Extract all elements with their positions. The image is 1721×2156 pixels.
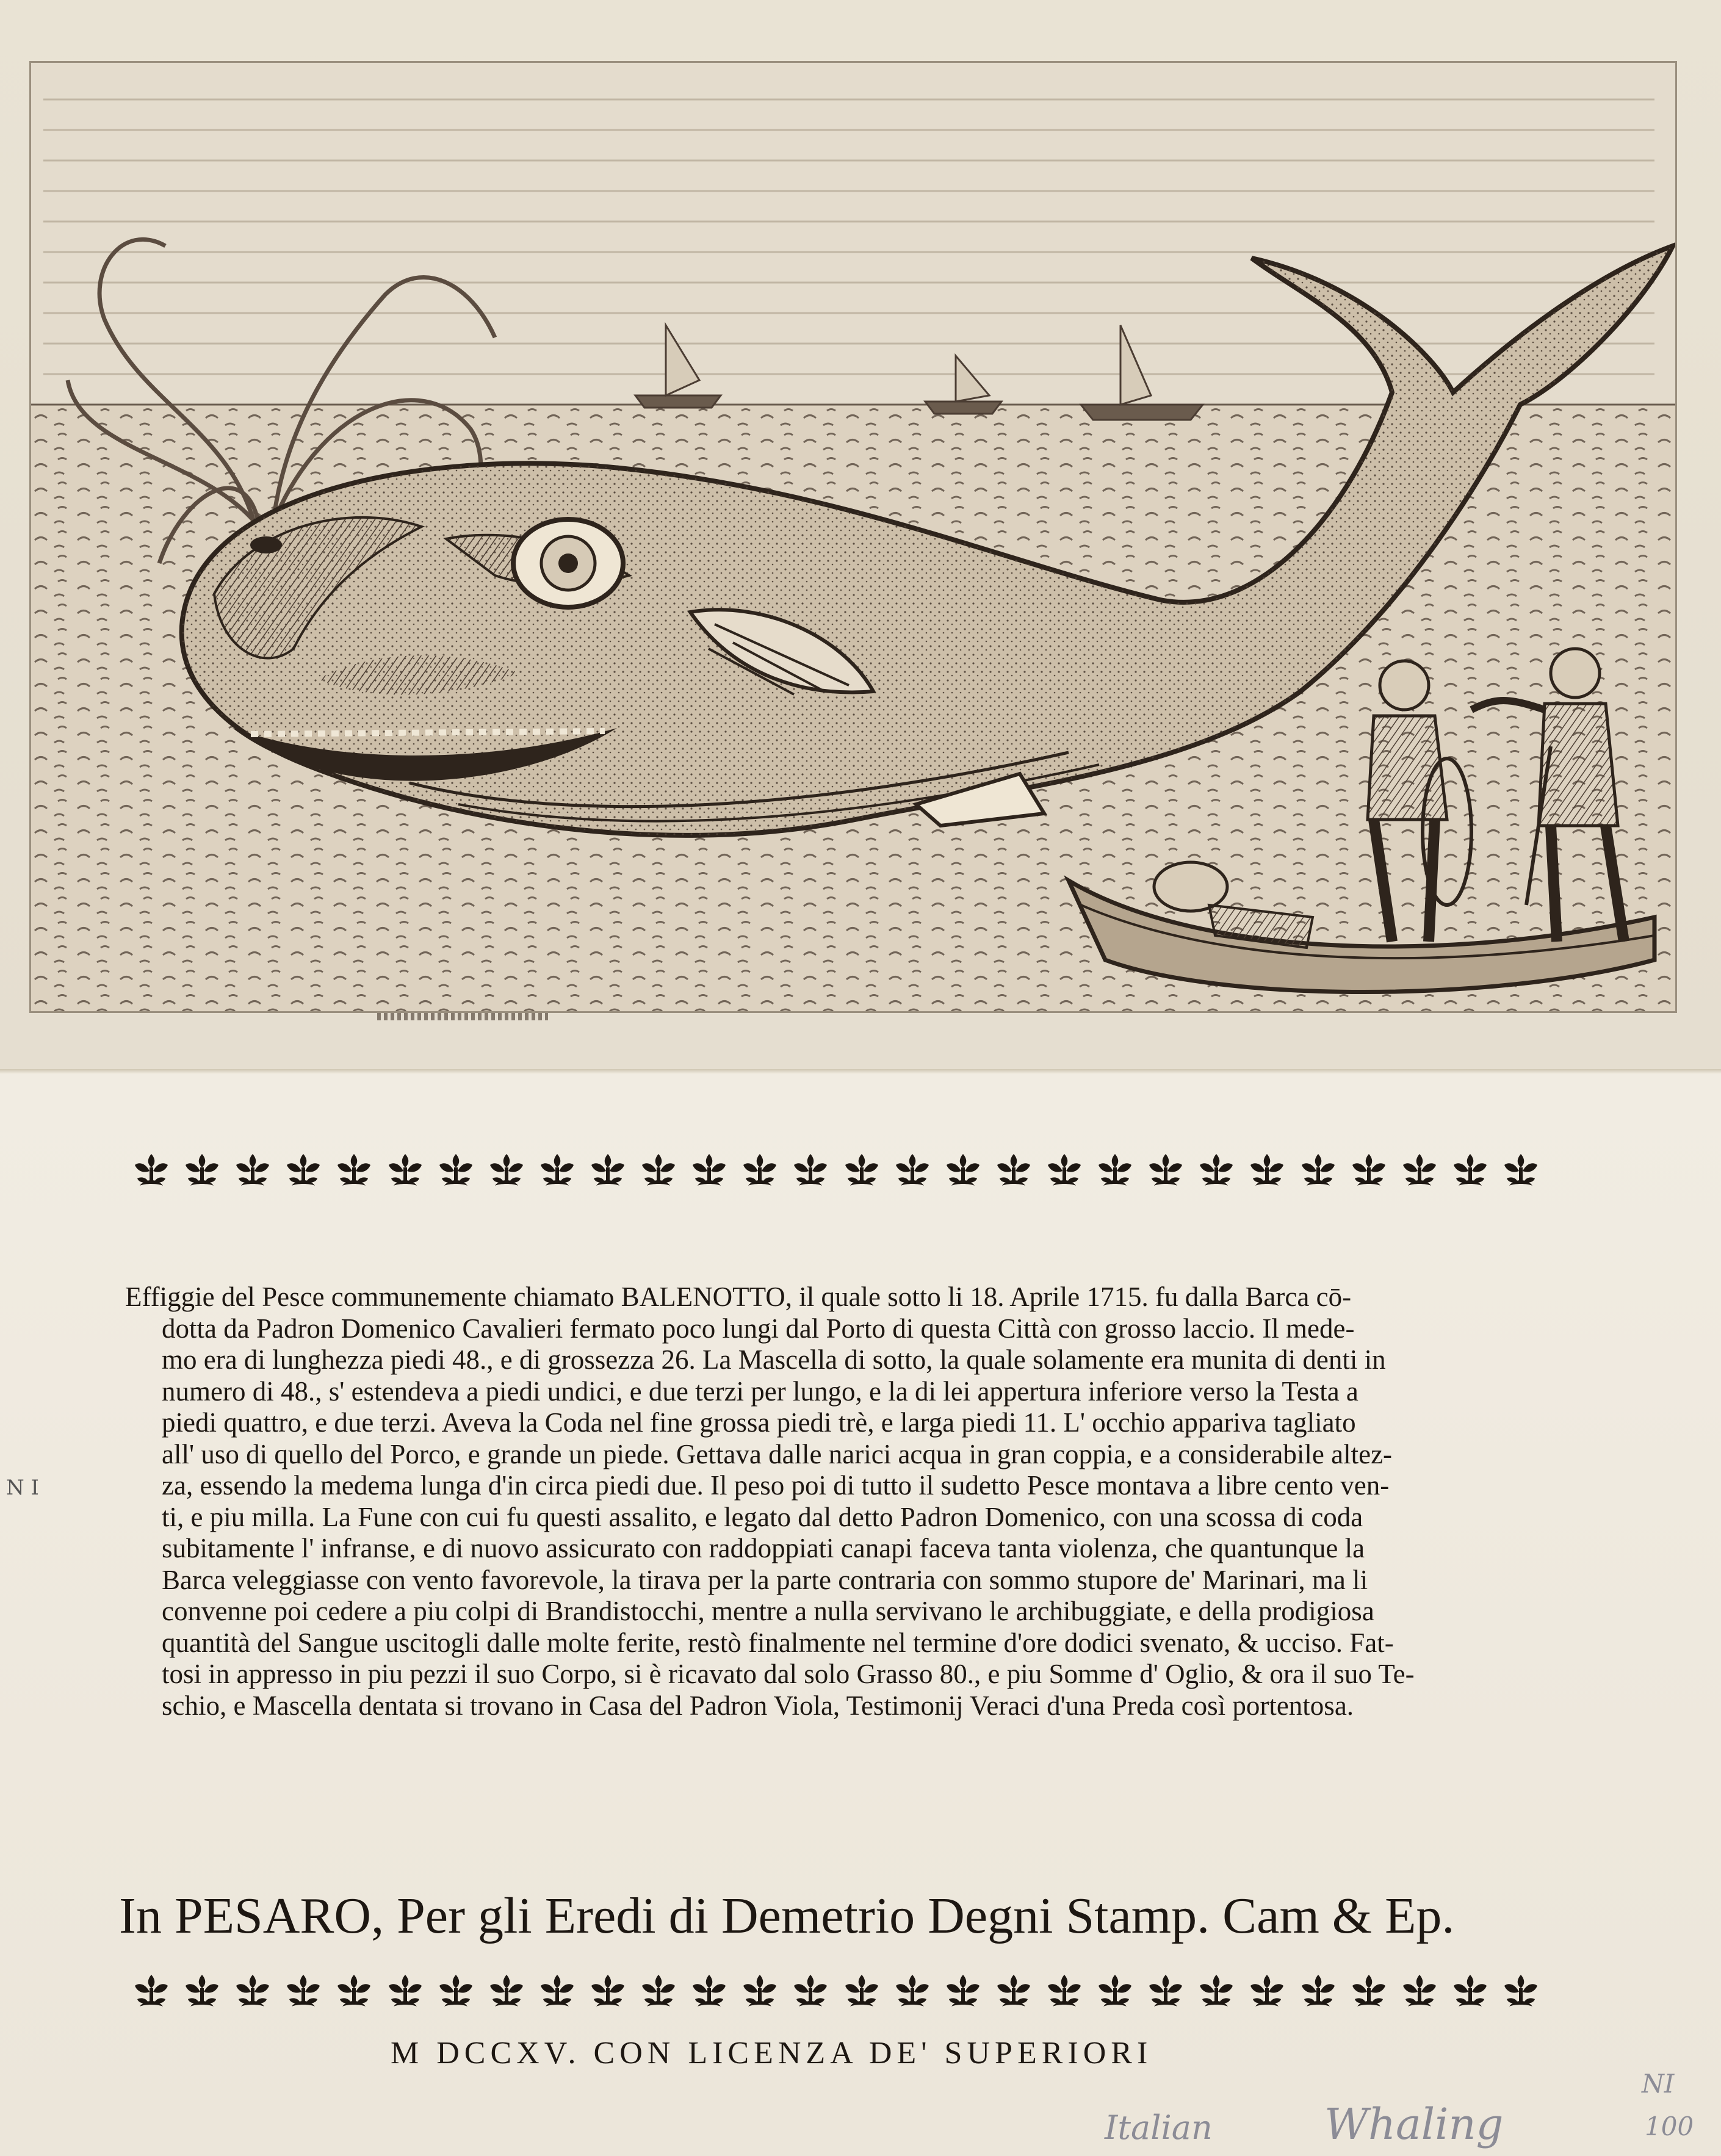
corner-note-top: NI [1642,2069,1675,2099]
fleuron-ornament-icon [385,1150,425,1193]
fleuron-ornament-icon [740,1971,780,2014]
text-line: ti, e piu milla. La Fune con cui fu questi assalito, e legato dal detto Padron Domenico, con una scossa di coda [162,1501,1363,1532]
fleuron-ornament-icon [233,1150,273,1193]
fleuron-ornament-icon [1095,1150,1135,1193]
text-line: Barca veleggiasse con vento favorevole, la tirava per la parte contraria con sommo stupore de' Marinari, ma li [162,1564,1368,1595]
fleuron-ornament-icon [994,1971,1034,2014]
fleuron-ornament-icon [1450,1150,1490,1193]
fleuron-ornament-icon [1501,1150,1541,1193]
fleuron-ornament-icon [486,1150,527,1193]
fleuron-ornament-icon [588,1971,628,2014]
fleuron-ornament-icon [689,1150,729,1193]
ornament-row-bottom [131,1968,1541,2017]
sheet-fold [0,1069,1721,1074]
fleuron-ornament-icon [943,1150,983,1193]
text-line: tosi in appresso in piu pezzi il suo Corpo, si è ricavato dal solo Grasso 80., e piu Somme d' Oglio, & ora il suo Te- [162,1659,1415,1689]
fleuron-ornament-icon [1247,1150,1287,1193]
fleuron-ornament-icon [1298,1150,1338,1193]
pencil-note-whaling: Whaling [1324,2099,1504,2149]
sky [31,63,1675,405]
fleuron-ornament-icon [1450,1971,1490,2014]
fleuron-ornament-icon [131,1150,171,1193]
fleuron-ornament-icon [1044,1150,1084,1193]
fleuron-ornament-icon [1095,1971,1135,2014]
fleuron-ornament-icon [1399,1150,1440,1193]
fleuron-ornament-icon [638,1150,679,1193]
text-line: za, essendo la medema lunga d'in circa piedi due. Il peso poi di tutto il sudetto Pesce montava a libre cento ven- [162,1470,1390,1501]
text-line: Effiggie del Pesce communemente chiamato BALENOTTO, il quale sotto li 18. Aprile 1715. fu dalla Barca cō- [125,1282,1352,1312]
whale-engraving-plate [29,61,1677,1013]
fleuron-ornament-icon [892,1150,933,1193]
fleuron-ornament-icon [943,1971,983,2014]
fleuron-ornament-icon [842,1150,882,1193]
text-line: mo era di lunghezza piedi 48., e di grossezza 26. La Mascella di sotto, la quale solamente era munita di denti in [162,1344,1386,1375]
fleuron-ornament-icon [537,1150,577,1193]
fleuron-ornament-icon [334,1971,374,2014]
text-line: piedi quattro, e due terzi. Aveva la Coda nel fine grossa piedi trè, e larga piedi 11. L' occhio appariva tagliato [162,1407,1356,1438]
fleuron-ornament-icon [182,1971,222,2014]
fleuron-ornament-icon [233,1971,273,2014]
plate-mark [377,1013,548,1020]
fleuron-ornament-icon [436,1150,476,1193]
text-line: quantità del Sangue uscitogli dalle molte ferite, restò finalmente nel termine d'ore dodici svenato, & ucciso. Fat- [162,1627,1394,1658]
fleuron-ornament-icon [283,1150,323,1193]
license-line: M DCCXV. CON LICENZA DE' SUPERIORI [391,2036,1153,2071]
fleuron-ornament-icon [283,1971,323,2014]
fleuron-ornament-icon [1349,1150,1389,1193]
fleuron-ornament-icon [537,1971,577,2014]
fleuron-ornament-icon [1399,1971,1440,2014]
fleuron-ornament-icon [994,1150,1034,1193]
fleuron-ornament-icon [588,1150,628,1193]
text-line: all' uso di quello del Porco, e grande un piede. Gettava dalle narici acqua in gran coppia, e a considerabile altez- [162,1438,1393,1469]
broadside-text [125,1282,1565,1722]
fleuron-ornament-icon [1247,1971,1287,2014]
fleuron-ornament-icon [486,1971,527,2014]
imprint: In PESARO, Per gli Eredi di Demetrio Degni Stamp. Cam & Ep. [119,1887,1455,1944]
fleuron-ornament-icon [790,1971,831,2014]
text-line: numero di 48., s' estendeva a piedi undici, e due terzi per lungo, e la di lei appertura inferiore verso la Testa a [162,1375,1358,1407]
text-line: subitamente l' infranse, e di nuovo assicurato con raddoppiati canapi faceva tanta violenza, che quantunque la [162,1533,1365,1563]
text-line: convenne poi cedere a piu colpi di Brandistocchi, mentre a nulla servivano le archibuggiate, e della prodigiosa [162,1596,1374,1626]
fleuron-ornament-icon [385,1971,425,2014]
fleuron-ornament-icon [740,1150,780,1193]
fleuron-ornament-icon [182,1150,222,1193]
fleuron-ornament-icon [131,1971,171,2014]
margin-annotation: N I [6,1476,39,1500]
fleuron-ornament-icon [689,1971,729,2014]
fleuron-ornament-icon [790,1150,831,1193]
fleuron-ornament-icon [1146,1971,1186,2014]
fleuron-ornament-icon [1501,1971,1541,2014]
fleuron-ornament-icon [436,1971,476,2014]
text-line: schio, e Mascella dentata si trovano in Casa del Padron Viola, Testimonij Veraci d'una Preda così portentosa. [162,1690,1354,1721]
ornament-row-top [131,1147,1541,1196]
fleuron-ornament-icon [842,1971,882,2014]
fleuron-ornament-icon [1044,1971,1084,2014]
text-line: dotta da Padron Domenico Cavalieri fermato poco lungi dal Porto di questa Città con grosso laccio. Il mede- [162,1313,1355,1344]
fleuron-ornament-icon [638,1971,679,2014]
fleuron-ornament-icon [1349,1971,1389,2014]
corner-note-bottom: 100 [1645,2111,1694,2141]
fleuron-ornament-icon [892,1971,933,2014]
pencil-note-italian: Italian [1105,2108,1213,2147]
fleuron-ornament-icon [1298,1971,1338,2014]
fleuron-ornament-icon [1146,1150,1186,1193]
fleuron-ornament-icon [1196,1971,1236,2014]
fleuron-ornament-icon [1196,1150,1236,1193]
whale-engraving [31,63,1675,1011]
fleuron-ornament-icon [334,1150,374,1193]
